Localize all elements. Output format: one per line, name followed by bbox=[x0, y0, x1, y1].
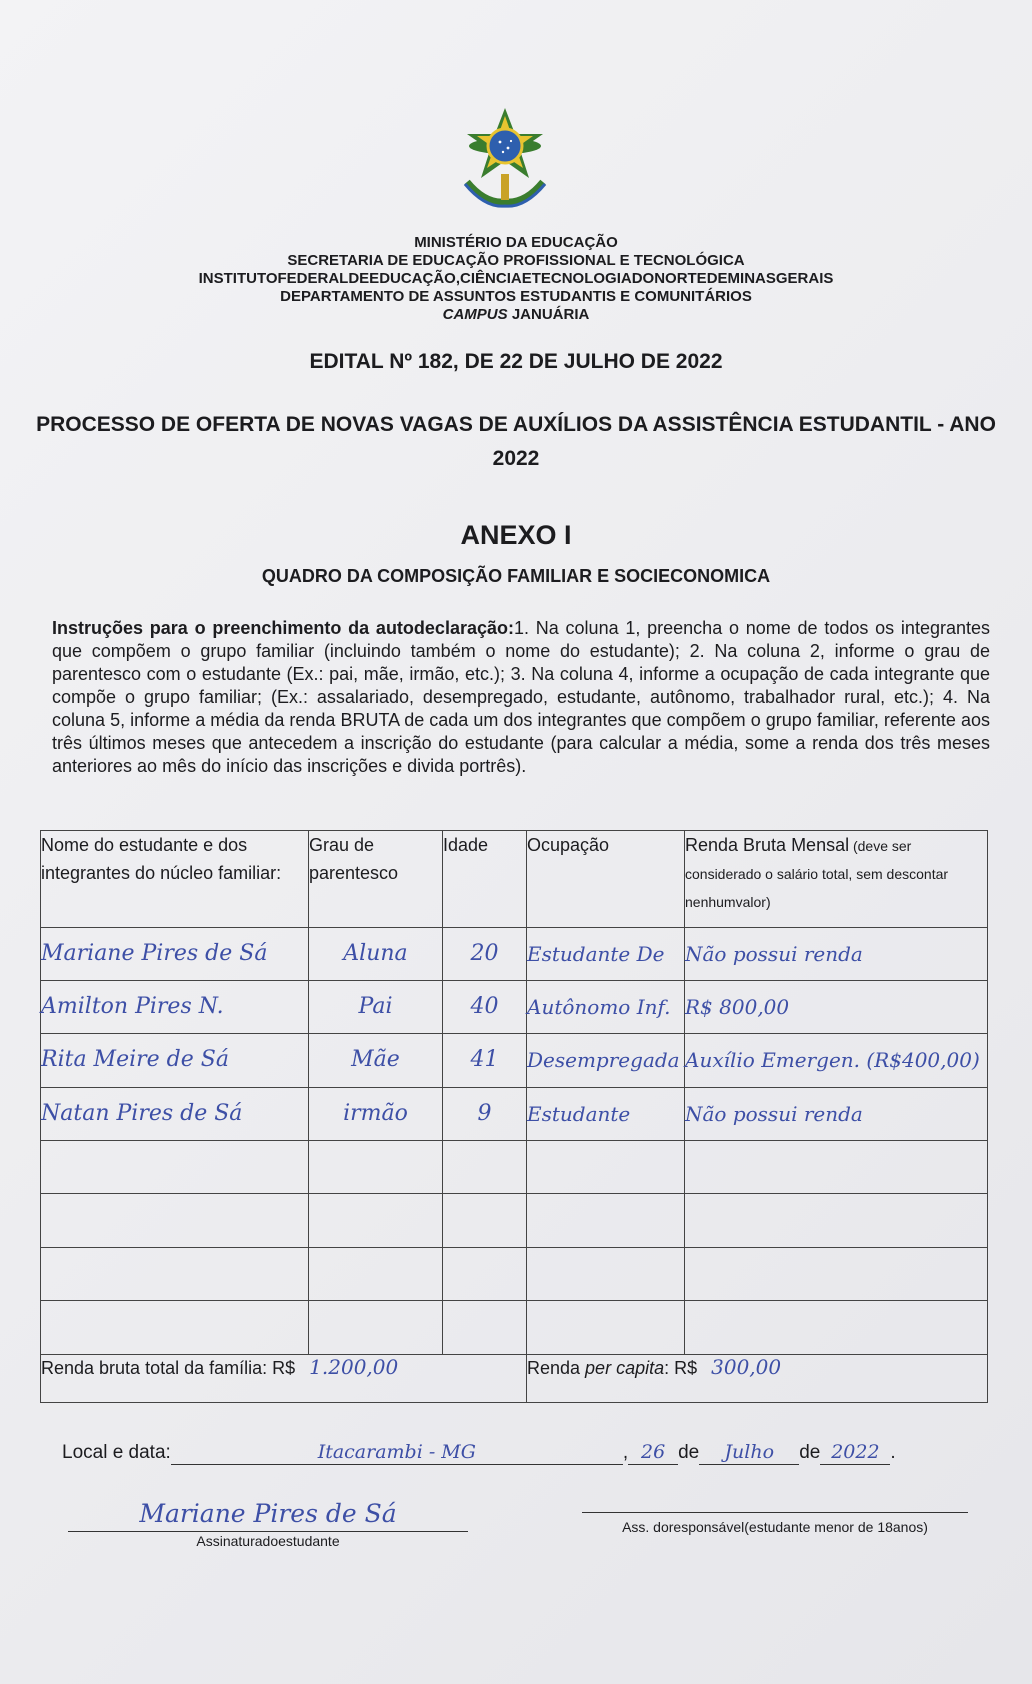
cell-name bbox=[41, 1194, 309, 1247]
place-field: Itacarambi - MG bbox=[171, 1440, 623, 1465]
de-2: de bbox=[799, 1442, 821, 1463]
cell-occupation bbox=[527, 1141, 685, 1194]
comma: , bbox=[622, 1442, 629, 1463]
cell-occupation bbox=[527, 1247, 685, 1300]
family-composition-table bbox=[40, 830, 988, 1403]
per-capita-value: 300,00 bbox=[711, 1354, 782, 1379]
campus-name: JANUÁRIA bbox=[507, 306, 590, 323]
cell-age: 40 bbox=[443, 981, 527, 1034]
cell-occupation: Desempregada bbox=[527, 1034, 685, 1087]
table-header-row bbox=[41, 831, 988, 928]
secretariat-line: SECRETARIA DE EDUCAÇÃO PROFISSIONAL E TECNOLÓGICA bbox=[287, 252, 745, 269]
instructions-lead: Instruções para o preenchimento da autodeclaração: bbox=[52, 618, 514, 638]
cell-occupation: Autônomo Inf. bbox=[527, 981, 685, 1034]
cell-relation bbox=[309, 1194, 443, 1247]
cell-relation: Aluna bbox=[309, 927, 443, 980]
cell-income: Não possui renda bbox=[685, 927, 988, 980]
edital-title: EDITAL Nº 182, DE 22 DE JULHO DE 2022 bbox=[309, 350, 723, 373]
cell-income bbox=[685, 1247, 988, 1300]
de-1: de bbox=[678, 1442, 700, 1463]
process-title: PROCESSO DE OFERTA DE NOVAS VAGAS DE AUXÍLIOS DA ASSISTÊNCIA ESTUDANTIL - ANO 2022 bbox=[36, 413, 996, 470]
cell-age bbox=[443, 1141, 527, 1194]
annex-title: ANEXO I bbox=[460, 520, 572, 550]
cell-relation bbox=[309, 1301, 443, 1354]
institution-header bbox=[0, 234, 1032, 324]
table-row bbox=[41, 1194, 988, 1247]
department-line: DEPARTAMENTO DE ASSUNTOS ESTUDANTIS E COMUNITÁRIOS bbox=[280, 288, 752, 305]
cell-relation: Mãe bbox=[309, 1034, 443, 1087]
table-row bbox=[41, 1034, 988, 1087]
place-date-line bbox=[62, 1440, 896, 1465]
cell-income bbox=[685, 1194, 988, 1247]
cell-relation: Pai bbox=[309, 981, 443, 1034]
cell-relation bbox=[309, 1141, 443, 1194]
cell-age: 20 bbox=[443, 927, 527, 980]
col-income-header bbox=[685, 831, 988, 928]
cell-age bbox=[443, 1194, 527, 1247]
student-signature-label: Assinaturadoestudante bbox=[196, 1533, 340, 1549]
cell-age: 41 bbox=[443, 1034, 527, 1087]
period: . bbox=[890, 1442, 896, 1463]
institute-line: INSTITUTOFEDERALDEEDUCAÇÃO,CIÊNCIAETECNOLOGIADONORTEDEMINASGERAIS bbox=[198, 270, 834, 287]
cell-name: Rita Meire de Sá bbox=[41, 1034, 309, 1087]
cell-name: Amilton Pires N. bbox=[41, 981, 309, 1034]
cell-age: 9 bbox=[443, 1087, 527, 1140]
table-row bbox=[41, 1087, 988, 1140]
family-total-label: Renda bruta total da família: R$ bbox=[41, 1357, 296, 1378]
month-field: Julho bbox=[699, 1440, 799, 1465]
table-title: QUADRO DA COMPOSIÇÃO FAMILIAR E SOCIECONOMICA bbox=[261, 566, 771, 586]
per-capita-prefix: Renda bbox=[527, 1357, 586, 1378]
guardian-signature-label: Ass. doresponsável(estudante menor de 18anos) bbox=[622, 1519, 928, 1535]
instructions-body: 1. Na coluna 1, preencha o nome de todos os integrantes que compõem o grupo familiar (incluindo também o nome do estudante); 2. Na coluna 2, informe o grau de parentesco com o estudante (Ex.: pai, mãe, irmão, etc.); 3. Na coluna 4, informe a ocupação de cada integrante que compõe o grupo familiar; (Ex.: assalariado, desempregado, estudante, autônomo, trabalhador rural, etc.); 4. Na coluna 5, informe a média da renda BRUTA de cada um dos integrantes que compõem o grupo familiar, referente aos três últimos meses que antecedem a inscrição do estudante (para calcular a média, some a renda dos três meses anteriores ao mês do início das inscrições e divida portrês). bbox=[52, 618, 990, 776]
cell-relation: irmão bbox=[309, 1087, 443, 1140]
cell-occupation: Estudante bbox=[527, 1087, 685, 1140]
cell-name bbox=[41, 1141, 309, 1194]
cell-occupation bbox=[527, 1301, 685, 1354]
cell-income bbox=[685, 1141, 988, 1194]
student-signature: Mariane Pires de Sá bbox=[68, 1497, 468, 1532]
cell-income bbox=[685, 1301, 988, 1354]
cell-income: Não possui renda bbox=[685, 1087, 988, 1140]
col-age-header: Idade bbox=[443, 831, 527, 928]
table-row bbox=[41, 1301, 988, 1354]
guardian-signature-line bbox=[582, 1512, 968, 1513]
instructions bbox=[52, 617, 990, 778]
col-occupation-header: Ocupação bbox=[527, 831, 685, 928]
brazil-coat-of-arms-icon bbox=[445, 104, 565, 224]
cell-name bbox=[41, 1247, 309, 1300]
table-row bbox=[41, 981, 988, 1034]
cell-age bbox=[443, 1247, 527, 1300]
cell-name bbox=[41, 1301, 309, 1354]
cell-name: Mariane Pires de Sá bbox=[41, 927, 309, 980]
campus-line bbox=[0, 306, 1032, 324]
totals-row bbox=[41, 1354, 988, 1402]
cell-occupation: Estudante De bbox=[527, 927, 685, 980]
per-capita-cell bbox=[527, 1354, 988, 1402]
per-capita-italic: per capita bbox=[585, 1357, 665, 1378]
table-row bbox=[41, 927, 988, 980]
day-field: 26 bbox=[628, 1440, 678, 1465]
family-total-cell bbox=[41, 1354, 527, 1402]
ministry-line: MINISTÉRIO DA EDUCAÇÃO bbox=[414, 234, 618, 251]
col-income-note: (deve ser considerado o salário total, sem descontar nenhumvalor) bbox=[685, 838, 949, 910]
cell-income: Auxílio Emergen. (R$400,00) bbox=[685, 1034, 988, 1087]
col-income-label: Renda Bruta Mensal bbox=[685, 835, 850, 855]
col-name-header: Nome do estudante e dos integrantes do núcleo familiar: bbox=[41, 831, 309, 928]
table-row bbox=[41, 1141, 988, 1194]
cell-name: Natan Pires de Sá bbox=[41, 1087, 309, 1140]
per-capita-suffix: : R$ bbox=[664, 1357, 698, 1378]
cell-age bbox=[443, 1301, 527, 1354]
cell-relation bbox=[309, 1247, 443, 1300]
col-relation-header: Grau de parentesco bbox=[309, 831, 443, 928]
year-field: 2022 bbox=[820, 1440, 890, 1465]
campus-word: CAMPUS bbox=[442, 306, 508, 323]
cell-occupation bbox=[527, 1194, 685, 1247]
family-total-value: 1.200,00 bbox=[309, 1354, 399, 1379]
table-row bbox=[41, 1247, 988, 1300]
cell-income: R$ 800,00 bbox=[685, 981, 988, 1034]
local-label: Local e data: bbox=[62, 1442, 171, 1463]
